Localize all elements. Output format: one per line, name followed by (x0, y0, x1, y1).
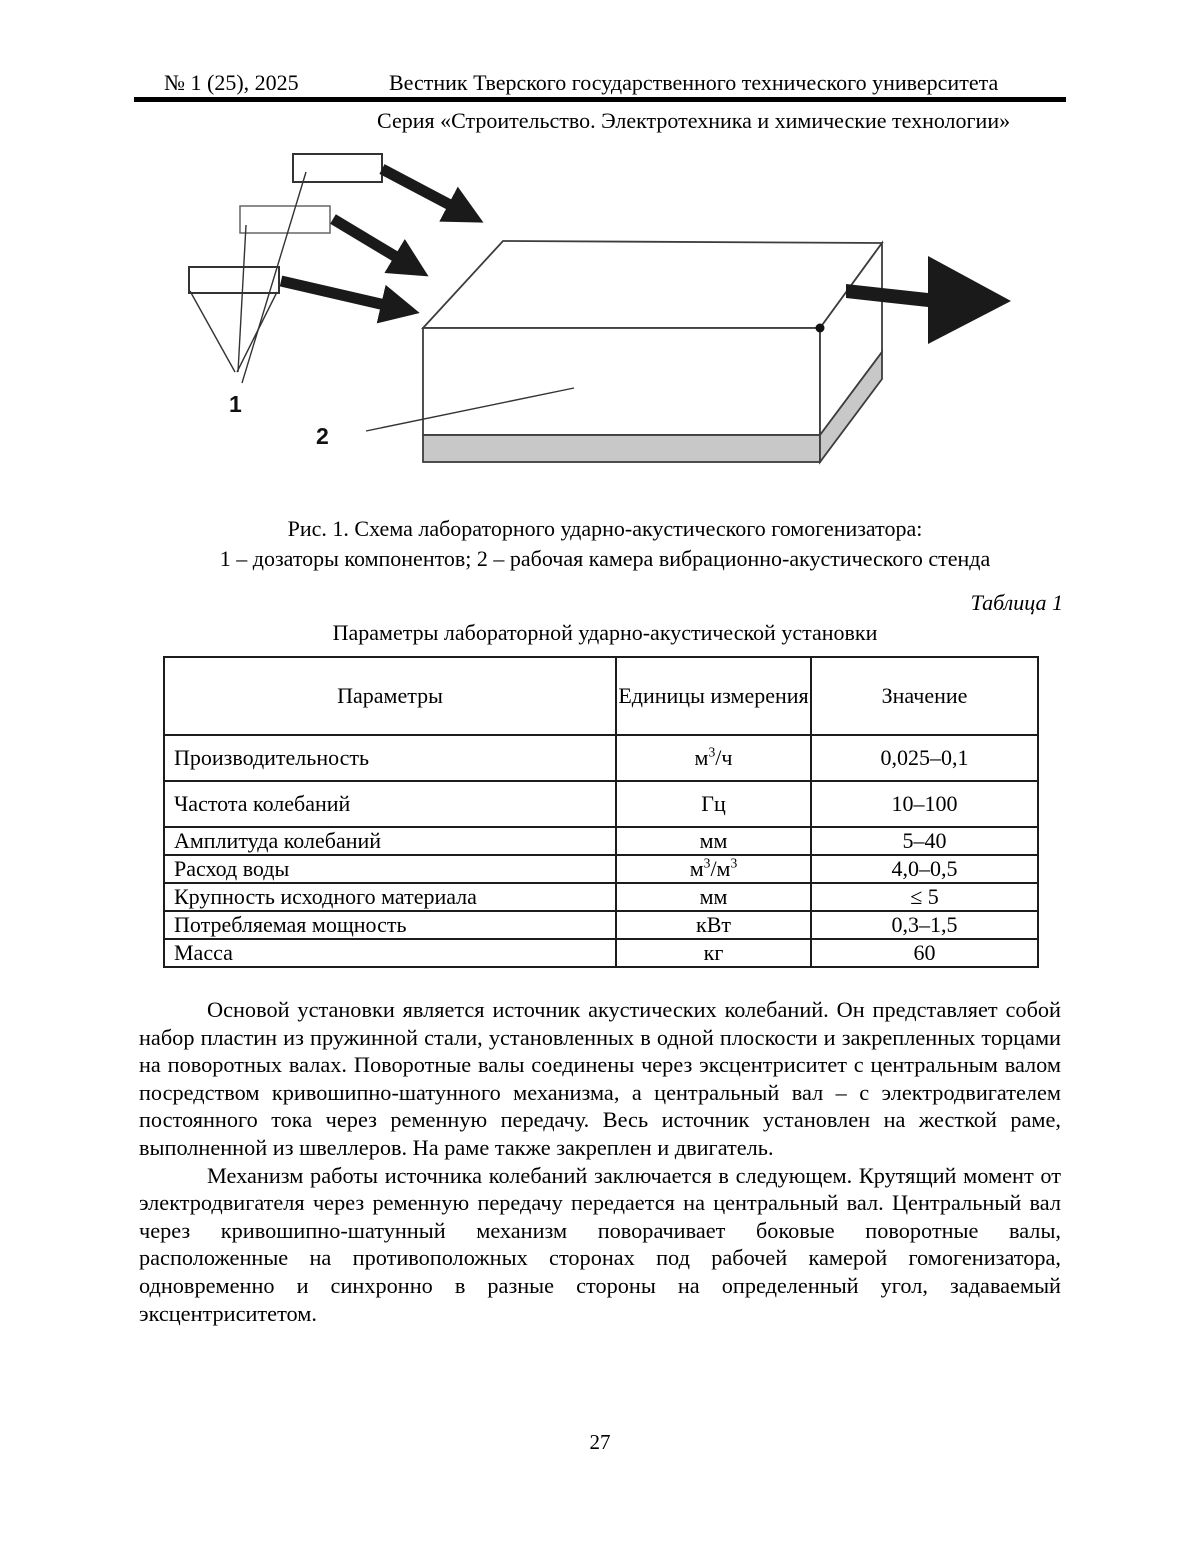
unit-cell: мм (616, 883, 811, 911)
leader-line-doser2 (238, 225, 246, 372)
value-cell: ≤ 5 (811, 883, 1038, 911)
value-cell: 0,3–1,5 (811, 911, 1038, 939)
unit-cell: кг (616, 939, 811, 967)
feed-arrow-1 (382, 169, 452, 206)
doser-3-box (189, 267, 279, 293)
paragraph-1: Основой установки является источник акустических колебаний. Он представляет собой набор пластин из пружинной стали, установленных в одной плоскости и закрепленных торцами на поворотных валах. Поворотные валы соединены через эксцентриситет с центральным валом посредством кривошипно-шатунного механизма, а центральный вал – с электродвигателем постоянного тока через ременную передачу. Весь источник установлен на жесткой раме, выполненной из швеллеров. На раме также закреплен и двигатель. (139, 997, 1061, 1160)
unit-cell: Гц (616, 781, 811, 827)
value-cell: 4,0–0,5 (811, 855, 1038, 883)
feed-arrow-2 (333, 219, 398, 258)
doser3-funnel-left (190, 291, 235, 372)
figure-caption-line2: 1 – дозаторы компонентов; 2 – рабочая камера вибрационно-акустического стенда (219, 546, 991, 571)
doser3-funnel-right (237, 292, 277, 372)
table-row (164, 911, 1038, 939)
value-cell: 10–100 (811, 781, 1038, 827)
issue-number: № 1 (25), 2025 (164, 70, 299, 95)
chamber-front-face (423, 328, 820, 435)
figure-caption-line1: Рис. 1. Схема лабораторного ударно-акустического гомогенизатора: (287, 516, 923, 541)
chamber-top-face (423, 241, 882, 328)
journal-title: Вестник Тверского государственного технического университета (389, 70, 999, 95)
feed-arrow-3 (281, 281, 385, 305)
param-cell: Крупность исходного материала (164, 883, 616, 911)
parameters-table (163, 656, 1039, 968)
param-cell: Расход воды (164, 855, 616, 883)
value-cell: 0,025–0,1 (811, 735, 1038, 781)
value-cell: 60 (811, 939, 1038, 967)
param-cell: Потребляемая мощность (164, 911, 616, 939)
col-header-parameters: Параметры (164, 657, 616, 735)
figure-label-2: 2 (316, 423, 329, 449)
page-number: 27 (589, 1430, 611, 1454)
unit-cell: $м^3/м^3$ (616, 855, 811, 883)
unit-cell: мм (616, 827, 811, 855)
table-row (164, 827, 1038, 855)
figure-caption (139, 514, 1071, 574)
param-cell: Масса (164, 939, 616, 967)
paragraph-2: Механизм работы источника колебаний заключается в следующем. Крутящий момент от электродвигателя через ременную передачу передается на центральный вал. Центральный вал через кривошипно-шатунный механизм поворачивает боковые поворотные валы, расположенные на противоположных сторонах под рабочей камерой гомогенизатора, одновременно и синхронно в разные стороны на определенный угол, задаваемый эксцентриситетом. (139, 1162, 1061, 1326)
col-header-units: Единицы измерения (616, 657, 811, 735)
table-row (164, 781, 1038, 827)
chamber-front-base-strip (423, 435, 820, 462)
table-row (164, 735, 1038, 781)
table-label: Таблица 1 (970, 590, 1063, 615)
table-row (164, 939, 1038, 967)
table-header-row (164, 657, 1038, 735)
figure-label-1: 1 (229, 391, 242, 417)
figure-diagram (0, 0, 1060, 490)
unit-cell: кВт (616, 911, 811, 939)
table-title: Параметры лабораторной ударно-акустической установки (332, 620, 878, 645)
table-row (164, 883, 1038, 911)
chamber-corner-dot (816, 324, 825, 333)
value-cell: 5–40 (811, 827, 1038, 855)
doser-2-box (240, 206, 330, 233)
table-row (164, 855, 1038, 883)
param-cell: Частота колебаний (164, 781, 616, 827)
body-text (139, 996, 1061, 1327)
param-cell: Производительность (164, 735, 616, 781)
unit-cell: $м^3/ч$ (616, 735, 811, 781)
series-title: Серия «Строительство. Электротехника и химические технологии» (377, 108, 1011, 133)
col-header-value: Значение (811, 657, 1038, 735)
doser-1-box (293, 154, 382, 182)
param-cell: Амплитуда колебаний (164, 827, 616, 855)
